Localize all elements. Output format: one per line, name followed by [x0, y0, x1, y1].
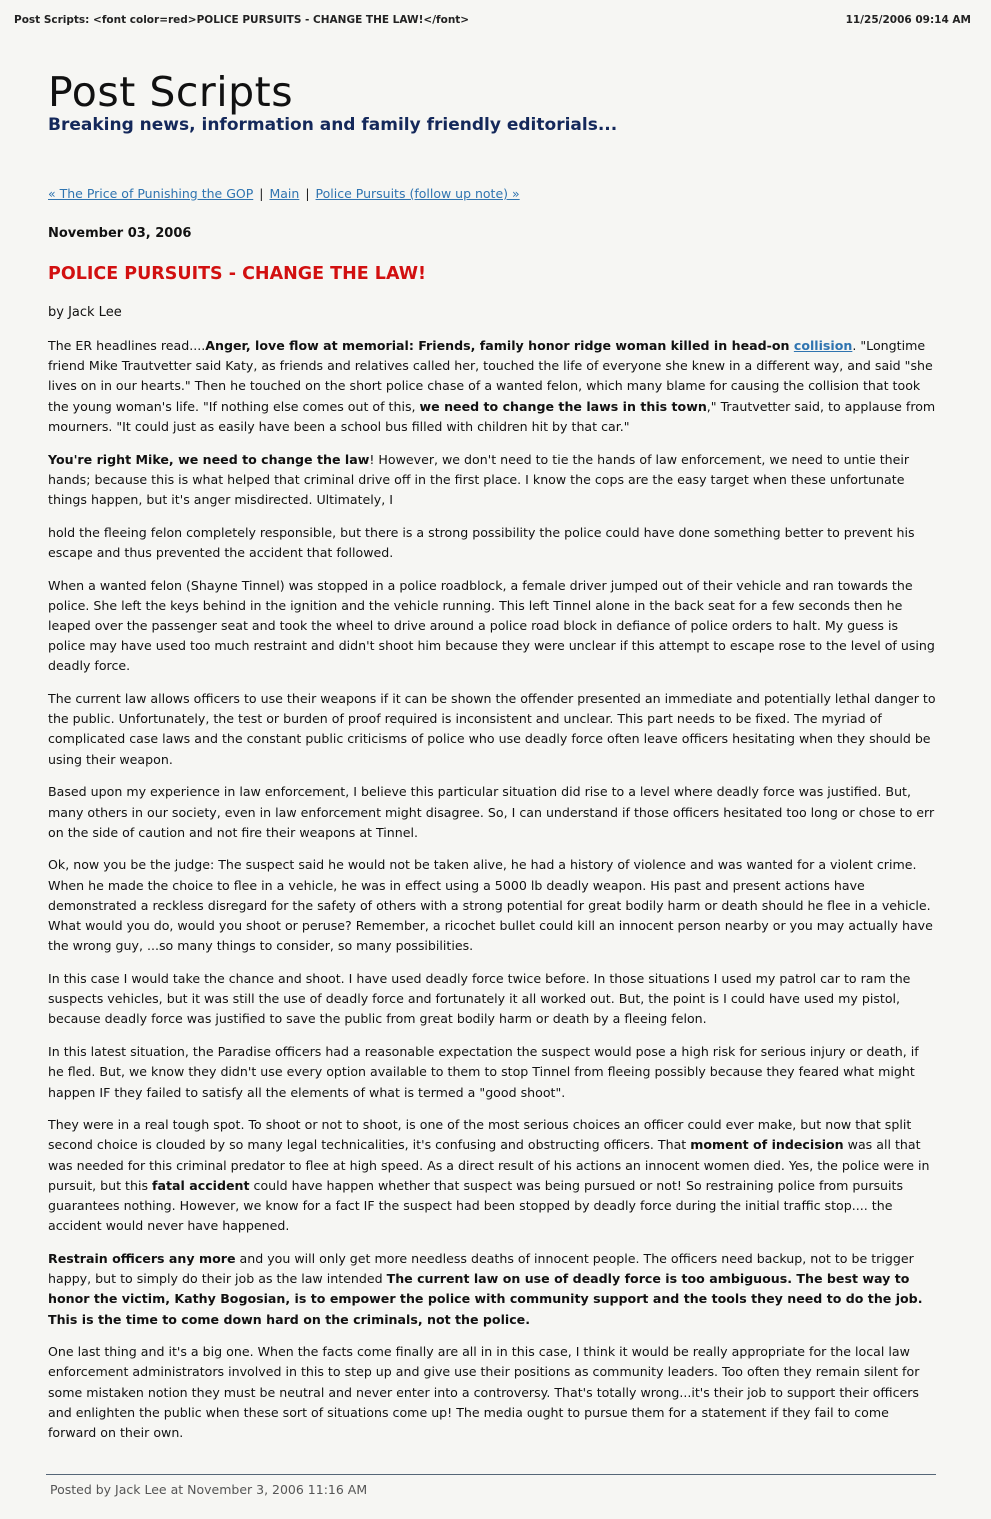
paragraph-3: hold the fleeing felon completely responsible, but there is a strong possibility the police could have done something better to prevent his escape and thus prevented the accident that followed.: [48, 524, 915, 560]
nav-separator: |: [305, 186, 310, 201]
paragraph-2: You're right Mike, we need to change the law! However, we don't need to tie the hands of law enforcement, we need to untie their hands; because this is what helped that criminal drive off in the first place. I know the cops are the easy target when these unfortunate things happen, but it's anger misdirected. Ultimately, I: [48, 451, 910, 507]
paragraph-8: In this case I would take the chance and shoot. I have used deadly force twice before. In those situations I used my patrol car to ram the suspects vehicles, but it was still the use of deadly force and fortunately it all worked out. But, the point is I could have used my pistol, because deadly force was justified to save the public from great bodily harm or death by a fleeing felon.: [48, 970, 911, 1027]
paragraph-1: The ER headlines read....Anger, love flow at memorial: Friends, family honor ridge woman killed in head-on collision. "Longtime friend Mike Trautvetter said Katy, as friends and relatives called her, touched the life of everyone she knew in a different way, and said "she lives on in our hearts." Then he touched on the short police chase of a wanted felon, which many blame for causing the collision that took the young woman's life. "If nothing else comes out of this, we need to change the laws in this town," Trautvetter said, to applause from mourners. "It could just as easily have been a school bus filled with children hit by that car.": [48, 338, 936, 434]
paragraph-4: When a wanted felon (Shayne Tinnel) was stopped in a police roadblock, a female driver jumped out of their vehicle and ran towards the police. She left the keys behind in the ignition and the vehicle running. This left Tinnel alone in the back seat for a few seconds then he leaped over the passenger seat and took the wheel to drive around a police road block in defiance of police orders to halt. My guess is police may have used too much restraint and didn't shoot him because they were unclear if this attempt to escape rose to the level of using deadly force.: [48, 577, 935, 674]
paragraph-7: Ok, now you be the judge: The suspect said he would not be taken alive, he had a history of violence and was wanted for a violent crime. When he made the choice to flee in a vehicle, he was in effect using a 5000 lb deadly weapon. His past and present actions have demonstrated a reckless disregard for the safety of others with a strong potential for great bodily harm or death should he flee in a vehicle. What would you do, would you shoot or peruse? Remember, a ricochet bullet could kill an innocent person nearby or you may actually have the wrong guy, ...so many things to consider, so many possibilities.: [48, 857, 933, 954]
footer-divider: [46, 1474, 936, 1475]
print-header-title: Post Scripts: <font color=red>POLICE PURSUITS - CHANGE THE LAW!</font>: [14, 14, 470, 26]
print-header: [14, 14, 971, 26]
paragraph-11: Restrain officers any more and you will only get more needless deaths of innocent people. The officers need backup, not to be trigger happy, but to simply do their job as the law intended The current law on use of deadly force is too ambiguous. The best way to honor the victim, Kathy Bogosian, is to empower the police with community support and the tools they need to do the job. This is the time to come down hard on the criminals, not the police.: [48, 1250, 923, 1327]
post-title: POLICE PURSUITS - CHANGE THE LAW!: [48, 264, 426, 284]
post-byline: by Jack Lee: [48, 305, 122, 320]
paragraph-12: One last thing and it's a big one. When the facts come finally are all in in this case, I think it would be really appropriate for the local law enforcement administrators involved in this to step up and give use their positions as community leaders. Too often they remain silent for some mistaken notion they must be neutral and never enter into a controversy. That's totally wrong...it's their job to support their officers and enlighten the public when these sort of situations come up! The media ought to pursue them for a statement if they fail to come forward on their own.: [48, 1344, 920, 1441]
collision-link[interactable]: collision: [793, 338, 853, 353]
paragraph-9: In this latest situation, the Paradise officers had a reasonable expectation the suspect would pose a high risk for serious injury or death, if he fled. But, we know they didn't use every option available to them to stop Tinnel from fleeing possibly because they feared what might happen IF they failed to satisfy all the elements of what is termed a "good shoot".: [48, 1044, 919, 1100]
print-header-timestamp: 11/25/2006 09:14 AM: [845, 14, 971, 26]
blog-title[interactable]: Post Scripts: [48, 68, 294, 116]
nav-separator: |: [259, 186, 264, 201]
next-post-link[interactable]: Police Pursuits (follow up note) »: [315, 186, 520, 201]
prev-post-link[interactable]: « The Price of Punishing the GOP: [48, 186, 254, 201]
paragraph-5: The current law allows officers to use their weapons if it can be shown the offender presented an immediate and potentially lethal danger to the public. Unfortunately, the test or burden of proof required is inconsistent and unclear. This part needs to be fixed. The myriad of complicated case laws and the constant public criticisms of police who use deadly force often leave officers hesitating when they should be using their weapon.: [48, 691, 936, 767]
post-date: November 03, 2006: [48, 226, 192, 241]
post-navigation: [48, 186, 520, 201]
paragraph-10: They were in a real tough spot. To shoot or not to shoot, is one of the most serious choices an officer could ever make, but now that split second choice is clouded by so many legal technicalities, it's confusing and obstructing officers. That moment of indecision was all that was needed for this criminal predator to flee at high speed. As a direct result of his actions an innocent women died. Yes, the police were in pursuit, but this fatal accident could have happen whether that suspect was being pursued or not! So restraining police from pursuits guarantees nothing. However, we know for a fact IF the suspect had been stopped by deadly force during the initial traffic stop.... the accident would never have happened.: [48, 1117, 930, 1234]
post-footer: Posted by Jack Lee at November 3, 2006 11:16 AM: [50, 1482, 368, 1497]
blog-tagline: Breaking news, information and family friendly editorials...: [48, 115, 618, 135]
post-body: [48, 336, 936, 1456]
main-link[interactable]: Main: [269, 186, 300, 201]
paragraph-6: Based upon my experience in law enforcement, I believe this particular situation did rise to a level where deadly force was justified. But, many others in our society, even in law enforcement might disagree. So, I can understand if those officers hesitated too long or chose to err on the side of caution and not fire their weapons at Tinnel.: [48, 784, 935, 840]
